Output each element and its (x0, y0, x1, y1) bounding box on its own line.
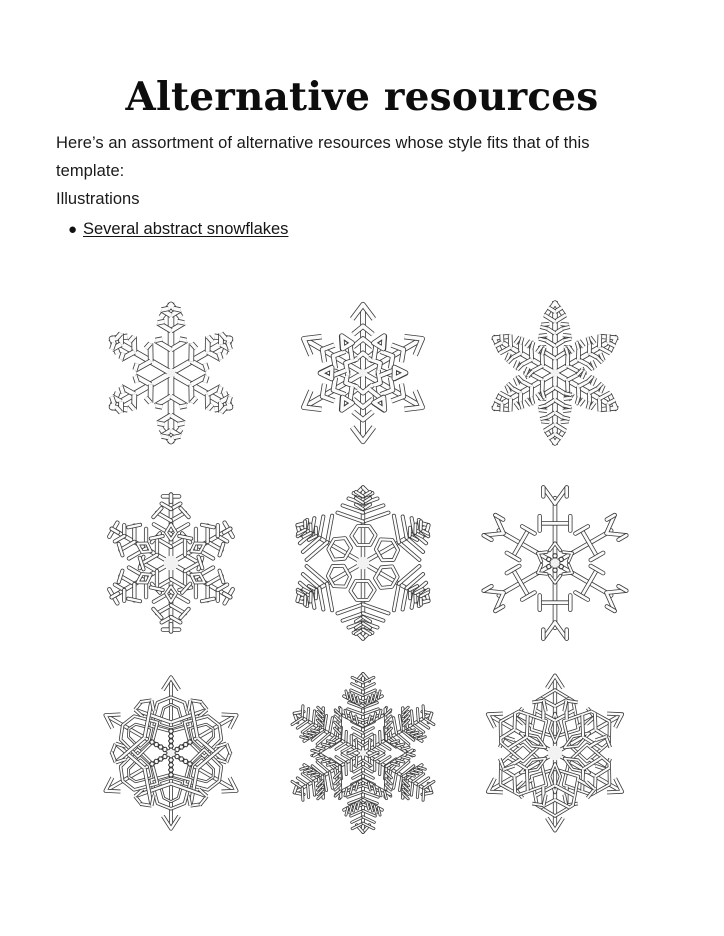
intro-paragraph: Here’s an assortment of alternative resources whose style fits that of this template: (56, 134, 590, 180)
section-label-illustrations: Illustrations (56, 190, 140, 208)
snowflake-forked-sparse-icon (462, 468, 648, 658)
bullet-icon: ● (68, 221, 78, 238)
link-several-abstract-snowflakes[interactable]: Several abstract snowflakes (83, 220, 289, 238)
snowflake-row (78, 658, 648, 848)
snowflake-lace-dotted-icon (78, 658, 264, 848)
snowflake-classic-arrow-icon (78, 278, 264, 468)
snowflake-feather-tipped-icon (78, 468, 264, 658)
snowflake-chevron-arrow-icon (270, 278, 456, 468)
snowflake-row (78, 468, 648, 658)
list-item (56, 215, 656, 244)
resource-link-list (56, 215, 656, 244)
snowflake-row (78, 278, 648, 468)
page-title: Alternative resources (125, 74, 599, 121)
snowflake-ornate-hex-icon (462, 658, 648, 848)
body-content (56, 129, 656, 244)
snowflake-fern-barbed-icon (270, 658, 456, 848)
snowflake-dense-branch-icon (462, 278, 648, 468)
snowflake-dendrite-cells-icon (270, 468, 456, 658)
snowflake-illustration-grid (78, 278, 648, 848)
